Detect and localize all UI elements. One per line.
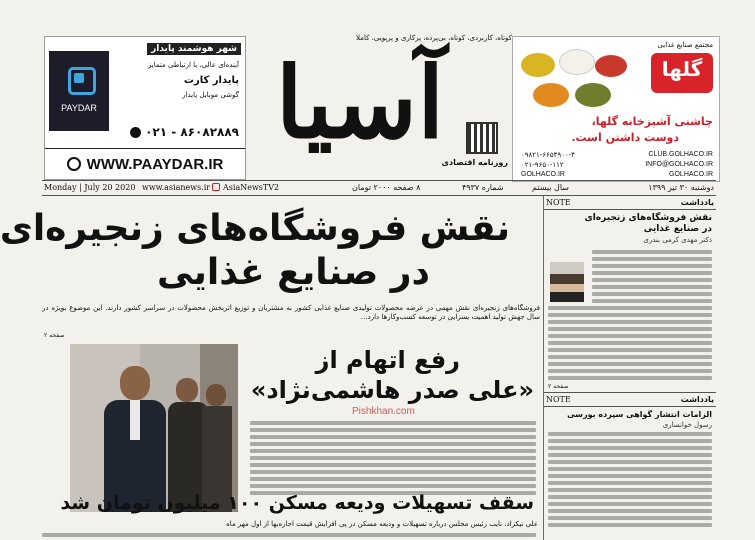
note2-body	[544, 432, 716, 527]
note1-kicker: یادداشت	[680, 198, 714, 207]
date-strip	[42, 180, 716, 196]
social-handle[interactable]: AsiaNewsTV2	[223, 183, 280, 192]
note2-kicker: یادداشت	[680, 395, 714, 404]
date-en: Monday | July 20 2020	[44, 183, 136, 192]
story2-body	[250, 418, 536, 498]
paydar-line2: پایدار کارت	[183, 75, 239, 86]
note2-author: رسول خوانساری	[662, 421, 712, 429]
paydar-headline: شهر هوشمند پایدار	[147, 43, 241, 55]
paydar-ad[interactable]	[44, 36, 246, 180]
main-lead-more[interactable]: صفحه ۲	[44, 332, 65, 339]
main-photo	[70, 344, 238, 512]
paydar-line3: گوشی موبایل پایدار	[182, 91, 239, 99]
bottom-headline[interactable]: سقف تسهیلات ودیعه مسکن ۱۰۰ میلیون تومان شد	[60, 492, 534, 514]
date-fa: دوشنبه ۳۰ تیر ۱۳۹۹	[648, 183, 714, 192]
main-headline-l2[interactable]: در صنایع غذایی	[156, 252, 430, 293]
note1-title-l2[interactable]: در صنایع غذایی	[643, 224, 712, 234]
golha-phone1: ۰۹۸۲۱-۶۶۵۴۹۰۰-۴	[521, 151, 575, 159]
note1-body	[588, 250, 716, 303]
paydar-website[interactable]: WWW.PAAYDAR.IR	[86, 155, 224, 173]
story2-title-l1[interactable]: رفع اتهام از	[315, 346, 460, 374]
main-content	[0, 196, 540, 540]
golha-logo	[651, 53, 713, 93]
site-url[interactable]: www.asianews.ir	[142, 183, 211, 192]
bottom-subhead: علی نیکزاد، نایب رئیس مجلس درباره تسهیلات و ودیعه مسکن در پی افزایش قیمت اجاره‌بها از اول مهر ماه	[226, 520, 538, 528]
sidebar	[543, 196, 716, 540]
note2-title[interactable]: الزامات انتشار گواهی سپرده بورسی	[567, 410, 712, 419]
note1-author-photo	[550, 262, 584, 302]
instagram-icon	[212, 183, 220, 191]
paydar-logo-text: PAYDAR	[61, 103, 97, 113]
note2-label: NOTE	[546, 395, 571, 404]
main-lead-text: فروشگاه‌های زنجیره‌ای نقش مهمی در عرضه محصولات تولیدی صنایع غذایی کشور به مشتریان و توزیع اثربخش محصولات در سراسر کشور دارند. این موضوع بویژه در سال جهش تولید اهمیت بسزایی در توسعه کسب‌وکارها دارد...	[42, 304, 540, 321]
issue-number: شماره ۴۹۳۷	[462, 183, 504, 192]
paydar-website-bar[interactable]	[45, 148, 245, 179]
paydar-phone: ۰۲۱ - ۸۶۰۸۲۸۸۹	[130, 125, 239, 139]
paydar-line1: آینده‌ای عالی، با ارتباطی متمایز	[147, 61, 239, 69]
note1-label: NOTE	[546, 198, 571, 207]
golha-web4[interactable]: GOLHACO.IR	[521, 171, 565, 178]
golha-slogan2: دوست داشتن است.	[571, 131, 679, 144]
masthead-title: آسیا	[275, 46, 445, 161]
golha-ad[interactable]	[512, 36, 720, 182]
issue-year: سال بیستم	[532, 183, 570, 192]
spice-bowls-image	[517, 47, 633, 115]
note1-more[interactable]: صفحه ۲	[548, 383, 569, 390]
golha-phone2: ۰۲۱-۹۶۵۰-۱۱۲	[521, 161, 564, 169]
masthead-qr-code	[468, 124, 496, 152]
phone-icon	[130, 127, 141, 138]
golha-slogan1: چاشنی آشپزخانه گلها،	[591, 115, 713, 128]
note1-bar	[544, 196, 716, 210]
story2-title-l2[interactable]: «علی صدر هاشمی‌نژاد»	[250, 376, 534, 404]
golha-web1[interactable]: CLUB.GOLHACO.IR	[648, 151, 713, 158]
note1-title-l1[interactable]: نقش فروشگاه‌های زنجیره‌ای	[584, 213, 712, 223]
masthead-tagline: کوتاه، کاربردی، کوتاه، بی‌پرده، پرکاری و پرپویی، کاملا	[356, 34, 512, 42]
golha-web2[interactable]: INFO@GOLHACO.IR	[645, 161, 713, 168]
note1-author: دکتر مهدی کرمی بندری	[643, 236, 712, 244]
golha-brand: گلها	[661, 57, 703, 81]
golha-web3[interactable]: GOLHACO.IR	[669, 171, 713, 178]
watermark: Pishkhan.com	[352, 406, 415, 417]
issue-price: ۸ صفحه ۲۰۰۰ تومان	[352, 183, 421, 192]
paydar-logo	[49, 51, 109, 131]
globe-icon	[67, 157, 81, 171]
note2-bar	[544, 392, 716, 407]
main-lead	[42, 304, 540, 340]
masthead-subtitle: روزنامه اقتصادی	[441, 158, 508, 167]
masthead	[262, 34, 512, 182]
golha-top-label: مجتمع صنایع غذایی	[657, 41, 713, 49]
bottom-body	[42, 530, 536, 540]
note1-body-2	[544, 306, 716, 380]
main-headline-l1[interactable]: نقش فروشگاه‌های زنجیره‌ای	[0, 208, 510, 249]
